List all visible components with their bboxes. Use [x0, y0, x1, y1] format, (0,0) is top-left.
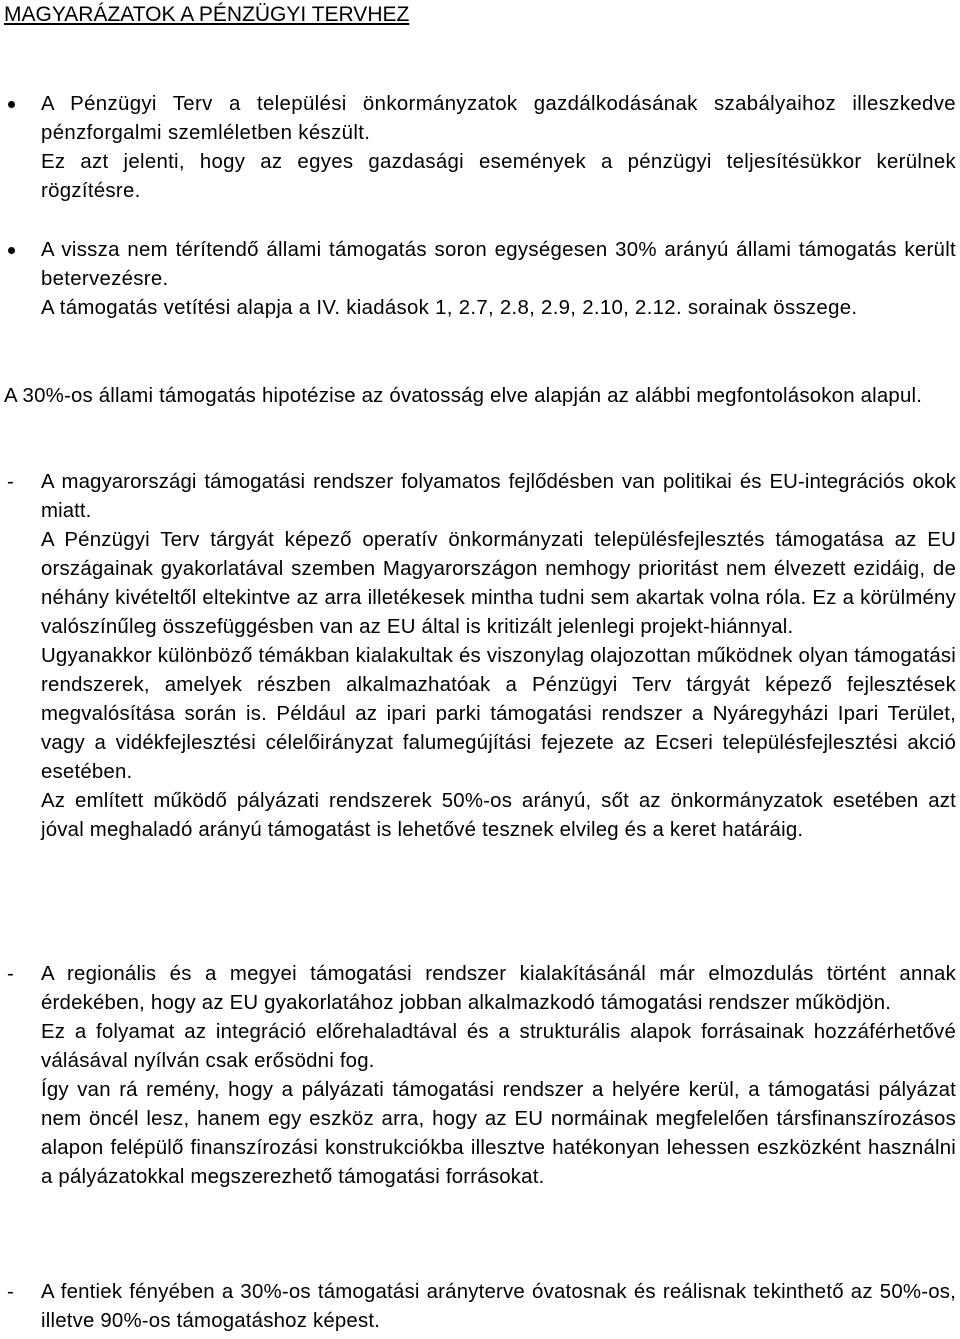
bullet-dot-icon [8, 101, 15, 108]
page-title: MAGYARÁZATOK A PÉNZÜGYI TERVHEZ [4, 3, 410, 26]
bullet-paragraph: A támogatás vetítési alapja a IV. kiadások 1, 2.7, 2.8, 2.9, 2.10, 2.12. sorainak összege. [41, 297, 858, 319]
dash-paragraph: Így van rá remény, hogy a pályázati támogatási rendszer a helyére kerül, a támogatási pályázat nem öncél lesz, hanem egy eszköz arra, hogy az EU normáinak megfelelően társfinanszírozásos alapon felépülő finanszírozási konstrukciókba illesztve hatékonyan lehessen eszközként használni a pályázatokkal megszerezhető támogatási forrásokat. [41, 1079, 956, 1188]
dash-paragraph: Az említett működő pályázati rendszerek 50%-os arányú, sőt az önkormányzatok esetében azt jóval meghaladó arányú támogatást is lehetővé tesznek elvileg és a keret határáig. [41, 790, 956, 841]
intro-paragraph: A 30%-os állami támogatás hipotézise az óvatosság elve alapján az alábbi megfontolásokon alapul. [4, 385, 923, 407]
bullet-paragraph: A Pénzügyi Terv a települési önkormányzatok gazdálkodásának szabályaihoz illeszkedve pénzforgalmi szemléletben készült. [41, 93, 956, 144]
dash-marker: - [7, 963, 14, 985]
dash-paragraph: Ugyanakkor különböző témákban kialakultak és viszonylag olajozottan működnek olyan támogatási rendszerek, amelyek részben alkalmazhatóak a Pénzügyi Terv tárgyát képező fejlesztések megvalósítása során is. Például az ipari parki támogatási rendszer a Nyáregyházi Ipari Terület, vagy a vidékfejlesztési célelőirányzat falumegújítási fejezete az Ecseri településfejlesztési akció esetében. [41, 645, 956, 783]
bullet-dot-icon [8, 247, 15, 254]
bullet-paragraph: A vissza nem térítendő állami támogatás soron egységesen 30% arányú állami támogatás került betervezésre. [41, 239, 956, 290]
dash-paragraph: A magyarországi támogatási rendszer folyamatos fejlődésben van politikai és EU-integrációs okok miatt. [41, 471, 956, 522]
dash-paragraph: A fentiek fényében a 30%-os támogatási arányterve óvatosnak és reálisnak tekinthető az 50%-os, illetve 90%-os támogatáshoz képest. [41, 1281, 956, 1332]
dash-marker: - [7, 471, 14, 493]
dash-marker: - [7, 1281, 14, 1303]
dash-paragraph: A Pénzügyi Terv tárgyát képező operatív önkormányzati településfejlesztés támogatása az EU országainak gyakorlatával szemben Magyarországon nemhogy prioritást nem élvezett ezidáig, de néhány kivételtől eltekintve az arra illetékesek mintha tudni sem akartak volna róla. Ez a körülmény valószínűleg összefüggésben van az EU által is kritizált jelenlegi projekt-hiánnyal. [41, 529, 956, 638]
dash-paragraph: A regionális és a megyei támogatási rendszer kialakításánál már elmozdulás történt annak érdekében, hogy az EU gyakorlatához jobban alkalmazkodó támogatási rendszer működjön. [41, 963, 956, 1014]
dash-paragraph: Ez a folyamat az integráció előrehaladtával és a strukturális alapok forrásainak hozzáférhetővé válásával nyílván csak erősödni fog. [41, 1021, 956, 1072]
bullet-paragraph: Ez azt jelenti, hogy az egyes gazdasági események a pénzügyi teljesítésükkor kerülnek rögzítésre. [41, 151, 956, 202]
